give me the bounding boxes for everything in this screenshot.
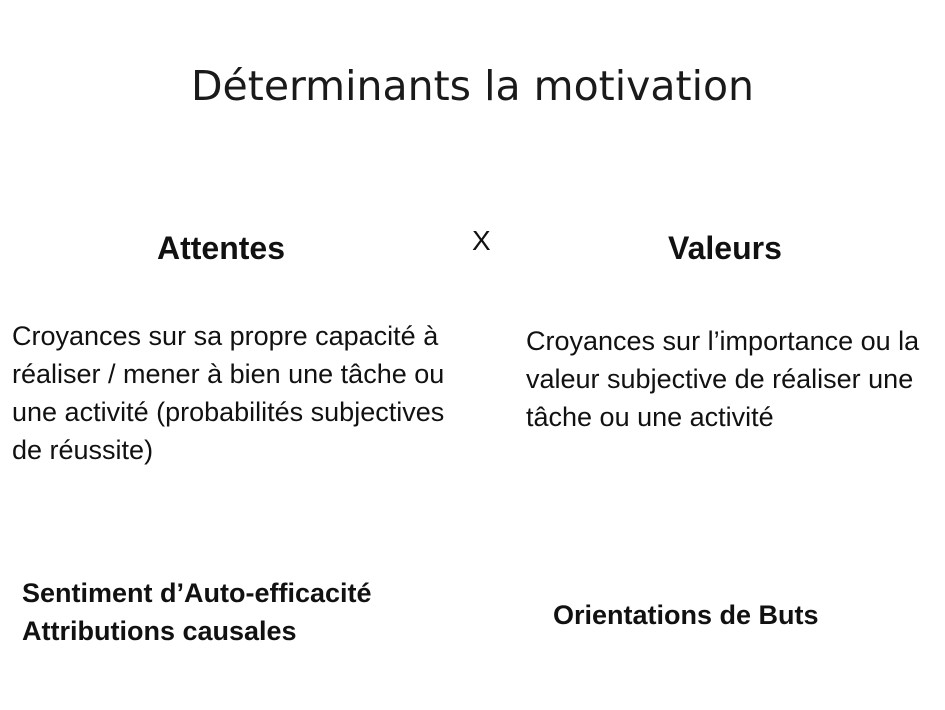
concept-attributions-causales: Attributions causales bbox=[22, 616, 297, 646]
multiplication-operator: X bbox=[472, 225, 491, 256]
valeurs-concepts bbox=[553, 596, 819, 634]
slide-title: Déterminants la motivation bbox=[190, 62, 755, 110]
concept-auto-efficacite: Sentiment d’Auto-efficacité bbox=[22, 578, 372, 608]
valeurs-description: Croyances sur l’importance ou la valeur subjective de réaliser une tâche ou une activité bbox=[526, 326, 920, 432]
heading-attentes: Attentes bbox=[157, 230, 286, 266]
attentes-concepts bbox=[22, 574, 372, 650]
concept-orientations-buts: Orientations de Buts bbox=[553, 600, 819, 630]
attentes-description: Croyances sur sa propre capacité à réaliser / mener à bien une tâche ou une activité (probabilités subjectives de réussite) bbox=[12, 321, 445, 465]
heading-valeurs: Valeurs bbox=[668, 230, 782, 266]
